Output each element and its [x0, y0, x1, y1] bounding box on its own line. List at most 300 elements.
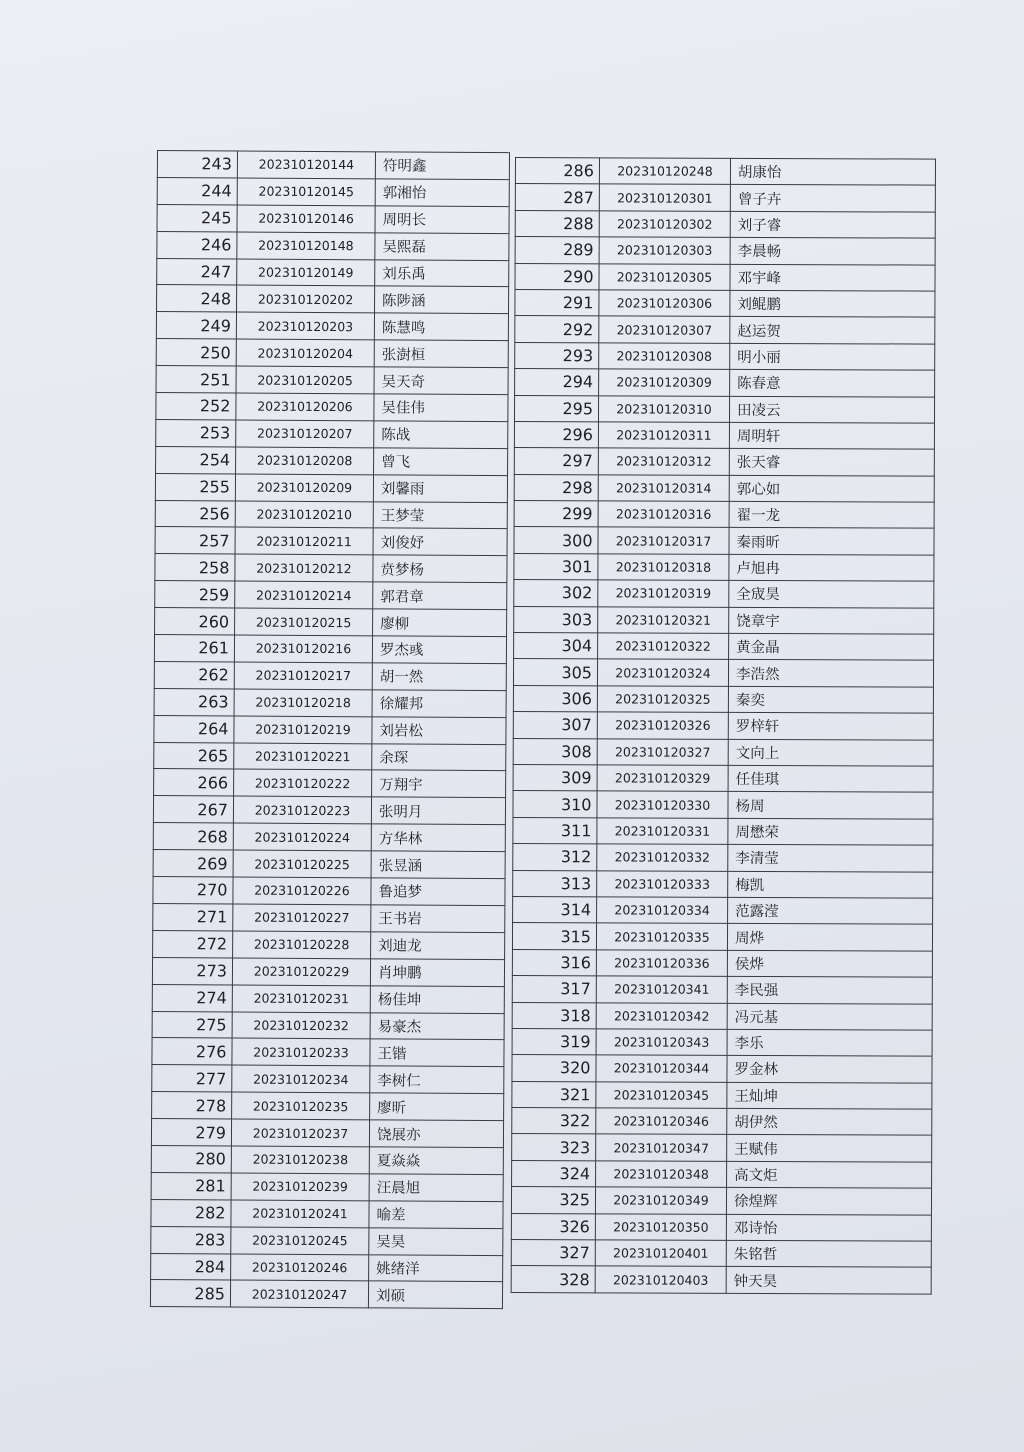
student-id: 202310120309 [599, 369, 730, 396]
row-number: 292 [515, 316, 599, 343]
table-row [513, 685, 933, 713]
table-row [515, 184, 935, 212]
student-name: 喻差 [369, 1201, 503, 1229]
table-row [515, 289, 935, 317]
roster-table-left [150, 150, 510, 1309]
table-row [154, 715, 506, 744]
table-row [155, 527, 507, 556]
row-number: 276 [152, 1038, 232, 1065]
student-name: 汪晨旭 [369, 1174, 503, 1202]
row-number: 245 [157, 204, 237, 231]
table-row [515, 263, 935, 291]
row-number: 278 [152, 1092, 232, 1119]
student-name: 杨佳坤 [370, 985, 504, 1013]
row-number: 275 [152, 1011, 232, 1038]
table-row [513, 817, 933, 845]
table-row [154, 742, 506, 771]
student-name: 王梦莹 [373, 501, 507, 529]
row-number: 313 [513, 870, 597, 897]
student-name: 邓宇峰 [730, 264, 935, 291]
table-row [154, 635, 506, 664]
row-number: 301 [514, 553, 598, 580]
table-row [156, 339, 508, 368]
student-id: 202310120223 [233, 796, 371, 824]
student-id: 202310120332 [597, 844, 728, 871]
table-row [513, 712, 933, 740]
student-name: 秦雨昕 [729, 528, 934, 555]
student-id: 202310120211 [235, 527, 373, 555]
student-id: 202310120401 [595, 1240, 726, 1267]
student-name: 李清莹 [728, 844, 933, 871]
table-row [514, 474, 934, 502]
table-row [514, 553, 934, 581]
student-id: 202310120327 [597, 738, 728, 765]
student-name: 曾子卉 [730, 185, 935, 212]
row-number: 281 [151, 1172, 231, 1199]
row-number: 307 [513, 712, 597, 739]
student-id: 202310120321 [598, 606, 729, 633]
student-name: 王书岩 [371, 905, 505, 933]
student-id: 202310120231 [232, 985, 370, 1013]
table-row [155, 500, 507, 529]
table-row [515, 342, 935, 370]
table-row [155, 581, 507, 610]
student-id: 202310120212 [235, 554, 373, 582]
row-number: 325 [511, 1187, 595, 1214]
row-number: 294 [515, 369, 599, 396]
student-name: 姚绪洋 [369, 1254, 503, 1282]
student-name: 翟一龙 [729, 501, 934, 528]
student-name: 郭湘怡 [375, 179, 509, 207]
student-id: 202310120325 [597, 686, 728, 713]
row-number: 320 [512, 1055, 596, 1082]
table-row [157, 151, 509, 180]
row-number: 310 [513, 791, 597, 818]
table-row [511, 1240, 931, 1268]
table-row [512, 1002, 932, 1030]
table-row [153, 903, 505, 932]
table-row [157, 204, 509, 233]
student-id: 202310120205 [236, 366, 374, 394]
row-number: 295 [514, 395, 598, 422]
student-name: 田凌云 [729, 396, 934, 423]
student-id: 202310120219 [234, 716, 372, 744]
row-number: 271 [153, 903, 233, 930]
student-name: 罗金林 [727, 1056, 932, 1083]
row-number: 327 [511, 1240, 595, 1267]
student-name: 郭心如 [729, 475, 934, 502]
row-number: 289 [515, 237, 599, 264]
student-id: 202310120302 [599, 211, 730, 238]
roster-body-left [150, 151, 509, 1309]
student-name: 李乐 [727, 1029, 932, 1056]
row-number: 279 [151, 1119, 231, 1146]
row-number: 305 [513, 659, 597, 686]
row-number: 272 [153, 930, 233, 957]
table-row [512, 1134, 932, 1162]
student-id: 202310120214 [235, 581, 373, 609]
row-number: 319 [512, 1028, 596, 1055]
student-id: 202310120350 [595, 1213, 726, 1240]
student-id: 202310120317 [598, 527, 729, 554]
student-id: 202310120217 [234, 662, 372, 690]
student-id: 202310120247 [230, 1280, 368, 1308]
row-number: 321 [512, 1081, 596, 1108]
student-name: 吴熙磊 [375, 233, 509, 261]
student-name: 饶展亦 [369, 1120, 503, 1148]
row-number: 286 [515, 158, 599, 185]
row-number: 258 [155, 554, 235, 581]
student-id: 202310120342 [596, 1002, 727, 1029]
table-row [152, 1092, 504, 1121]
student-id: 202310120334 [597, 897, 728, 924]
row-number: 251 [156, 366, 236, 393]
table-row [153, 823, 505, 852]
student-name: 刘馨雨 [373, 475, 507, 503]
student-id: 202310120341 [596, 976, 727, 1003]
student-name: 文向上 [728, 739, 933, 766]
student-name: 刘迪龙 [371, 932, 505, 960]
student-name: 周懋荣 [728, 818, 933, 845]
row-number: 261 [154, 635, 234, 662]
student-id: 202310120145 [237, 178, 375, 206]
table-row [513, 791, 933, 819]
row-number: 306 [513, 685, 597, 712]
student-id: 202310120310 [598, 395, 729, 422]
student-name: 廖柳 [373, 609, 507, 637]
table-row [150, 1280, 502, 1309]
student-id: 202310120330 [597, 791, 728, 818]
table-row [512, 1028, 932, 1056]
table-row [513, 738, 933, 766]
table-row [151, 1172, 503, 1201]
table-row [515, 210, 935, 238]
student-name: 明小丽 [730, 343, 935, 370]
student-id: 202310120344 [596, 1055, 727, 1082]
table-row [151, 1119, 503, 1148]
student-name: 张澍桓 [374, 340, 508, 368]
student-name: 王锴 [370, 1039, 504, 1067]
student-name: 范露滢 [728, 897, 933, 924]
table-row [152, 1011, 504, 1040]
table-row [512, 923, 932, 951]
row-number: 259 [155, 581, 235, 608]
table-row [511, 1266, 931, 1294]
student-id: 202310120326 [597, 712, 728, 739]
table-row [153, 930, 505, 959]
row-number: 253 [156, 419, 236, 446]
student-id: 202310120346 [596, 1108, 727, 1135]
student-name: 郭君章 [373, 582, 507, 610]
student-name: 陈春意 [730, 369, 935, 396]
row-number: 266 [154, 769, 234, 796]
student-id: 202310120232 [232, 1011, 370, 1039]
row-number: 274 [152, 984, 232, 1011]
row-number: 280 [151, 1145, 231, 1172]
row-number: 298 [514, 474, 598, 501]
row-number: 263 [154, 688, 234, 715]
student-name: 刘岩松 [372, 717, 506, 745]
table-row [514, 527, 934, 555]
table-row [157, 231, 509, 260]
student-name: 胡伊然 [727, 1108, 932, 1135]
student-id: 202310120237 [231, 1119, 369, 1147]
student-name: 任佳琪 [728, 765, 933, 792]
student-id: 202310120202 [237, 285, 375, 313]
student-id: 202310120403 [595, 1266, 726, 1293]
student-id: 202310120204 [236, 339, 374, 367]
student-id: 202310120239 [231, 1173, 369, 1201]
student-id: 202310120203 [236, 312, 374, 340]
table-row [156, 366, 508, 395]
row-number: 311 [513, 817, 597, 844]
student-name: 周明长 [375, 206, 509, 234]
student-name: 易豪杰 [370, 1012, 504, 1040]
table-row [514, 633, 934, 661]
table-row [156, 446, 508, 475]
row-number: 303 [514, 606, 598, 633]
row-number: 249 [156, 312, 236, 339]
row-number: 291 [515, 289, 599, 316]
row-number: 255 [155, 473, 235, 500]
student-name: 张明月 [371, 797, 505, 825]
row-number: 293 [515, 342, 599, 369]
table-row [513, 659, 933, 687]
student-id: 202310120208 [236, 447, 374, 475]
student-id: 202310120224 [233, 823, 371, 851]
student-id: 202310120226 [233, 877, 371, 905]
student-id: 202310120303 [599, 237, 730, 264]
row-number: 262 [154, 661, 234, 688]
table-row [156, 393, 508, 422]
student-name: 李树仁 [370, 1066, 504, 1094]
row-number: 270 [153, 877, 233, 904]
student-id: 202310120333 [597, 870, 728, 897]
table-row [153, 796, 505, 825]
row-number: 317 [512, 976, 596, 1003]
row-number: 309 [513, 764, 597, 791]
student-name: 李民强 [727, 976, 932, 1003]
row-number: 257 [155, 527, 235, 554]
student-name: 余琛 [372, 743, 506, 771]
student-name: 高文炬 [727, 1161, 932, 1188]
student-name: 胡一然 [372, 663, 506, 691]
table-row [514, 501, 934, 529]
table-row [513, 844, 933, 872]
student-id: 202310120329 [597, 765, 728, 792]
student-id: 202310120336 [596, 950, 727, 977]
student-id: 202310120149 [237, 259, 375, 287]
student-id: 202310120235 [232, 1092, 370, 1120]
table-row [512, 1055, 932, 1083]
student-name: 胡康怡 [730, 158, 935, 185]
row-number: 324 [512, 1160, 596, 1187]
student-name: 吴佳伟 [374, 394, 508, 422]
row-number: 265 [154, 742, 234, 769]
row-number: 268 [153, 823, 233, 850]
row-number: 290 [515, 263, 599, 290]
table-row [157, 258, 509, 287]
student-id: 202310120210 [235, 501, 373, 529]
row-number: 322 [512, 1108, 596, 1135]
row-number: 252 [156, 393, 236, 420]
student-name: 符明鑫 [375, 152, 509, 180]
table-row [512, 949, 932, 977]
student-id: 202310120221 [234, 743, 372, 771]
student-id: 202310120312 [598, 448, 729, 475]
row-number: 297 [514, 448, 598, 475]
row-number: 323 [512, 1134, 596, 1161]
table-row [515, 369, 935, 397]
student-name: 刘鲲鹏 [730, 290, 935, 317]
table-row [512, 1160, 932, 1188]
table-row [157, 285, 509, 314]
student-id: 202310120229 [232, 958, 370, 986]
student-id: 202310120324 [597, 659, 728, 686]
table-row [513, 764, 933, 792]
student-name: 张昱涵 [371, 851, 505, 879]
student-id: 202310120222 [234, 769, 372, 797]
table-row [512, 1081, 932, 1109]
row-number: 296 [514, 421, 598, 448]
student-id: 202310120331 [597, 818, 728, 845]
student-id: 202310120301 [599, 184, 730, 211]
table-row [155, 473, 507, 502]
student-name: 王赋伟 [727, 1135, 932, 1162]
student-name: 刘子睿 [730, 211, 935, 238]
table-row [153, 877, 505, 906]
roster-table-right [511, 157, 936, 1294]
table-row [151, 1226, 503, 1255]
row-number: 260 [155, 608, 235, 635]
row-number: 248 [157, 285, 237, 312]
table-row [152, 957, 504, 986]
student-name: 鲁追梦 [371, 878, 505, 906]
table-row [154, 688, 506, 717]
table-row [512, 976, 932, 1004]
student-id: 202310120306 [599, 290, 730, 317]
student-id: 202310120305 [599, 263, 730, 290]
student-id: 202310120228 [233, 931, 371, 959]
table-row [156, 312, 508, 341]
row-number: 264 [154, 715, 234, 742]
student-name: 李浩然 [728, 660, 933, 687]
student-id: 202310120349 [595, 1187, 726, 1214]
row-number: 300 [514, 527, 598, 554]
table-row [155, 608, 507, 637]
student-name: 邓诗怡 [726, 1214, 931, 1241]
row-number: 308 [513, 738, 597, 765]
row-number: 269 [153, 850, 233, 877]
student-id: 202310120343 [596, 1029, 727, 1056]
student-id: 202310120218 [234, 689, 372, 717]
table-row [514, 395, 934, 423]
table-row [157, 177, 509, 206]
row-number: 247 [157, 258, 237, 285]
table-row [154, 769, 506, 798]
student-name: 方华林 [371, 824, 505, 852]
table-row [153, 850, 505, 879]
row-number: 315 [512, 923, 596, 950]
student-name: 刘俊妤 [373, 528, 507, 556]
student-name: 黄金晶 [729, 633, 934, 660]
table-row [155, 554, 507, 583]
student-id: 202310120347 [596, 1134, 727, 1161]
row-number: 312 [513, 844, 597, 871]
table-row [515, 316, 935, 344]
table-row [511, 1213, 931, 1241]
student-id: 202310120345 [596, 1081, 727, 1108]
student-name: 冯元基 [727, 1003, 932, 1030]
student-name: 钟天昊 [726, 1267, 931, 1294]
row-number: 254 [156, 446, 236, 473]
student-name: 贲梦杨 [373, 555, 507, 583]
student-name: 卢旭冉 [729, 554, 934, 581]
student-name: 徐煌辉 [726, 1188, 931, 1215]
table-row [151, 1145, 503, 1174]
table-row [512, 1108, 932, 1136]
table-row [514, 580, 934, 608]
table-row [515, 237, 935, 265]
student-id: 202310120227 [233, 904, 371, 932]
student-id: 202310120233 [232, 1038, 370, 1066]
student-name: 梅凯 [728, 871, 933, 898]
table-row [154, 661, 506, 690]
student-id: 202310120245 [231, 1227, 369, 1255]
student-name: 朱铭哲 [726, 1240, 931, 1267]
student-name: 王灿坤 [727, 1082, 932, 1109]
student-id: 202310120144 [237, 151, 375, 179]
row-number: 316 [512, 949, 596, 976]
row-number: 285 [150, 1280, 230, 1307]
row-number: 299 [514, 501, 598, 528]
row-number: 282 [151, 1199, 231, 1226]
student-name: 赵运贺 [730, 317, 935, 344]
student-name: 罗杰彧 [372, 636, 506, 664]
student-id: 202310120238 [231, 1146, 369, 1174]
row-number: 256 [155, 500, 235, 527]
student-name: 杨周 [728, 792, 933, 819]
row-number: 288 [515, 210, 599, 237]
student-name: 徐耀邦 [372, 690, 506, 718]
table-row [514, 448, 934, 476]
student-name: 曾飞 [374, 448, 508, 476]
student-name: 侯烨 [727, 950, 932, 977]
student-name: 李晨畅 [730, 237, 935, 264]
row-number: 314 [513, 896, 597, 923]
row-number: 273 [152, 957, 232, 984]
row-number: 244 [157, 177, 237, 204]
student-name: 秦奕 [728, 686, 933, 713]
row-number: 287 [515, 184, 599, 211]
student-name: 吴昊 [369, 1227, 503, 1255]
student-name: 刘硕 [368, 1281, 502, 1309]
row-number: 267 [153, 796, 233, 823]
student-id: 202310120311 [598, 422, 729, 449]
student-id: 202310120206 [236, 393, 374, 421]
row-number: 326 [511, 1213, 595, 1240]
table-row [151, 1199, 503, 1228]
student-name: 吴天奇 [374, 367, 508, 395]
student-id: 202310120246 [231, 1253, 369, 1281]
student-id: 202310120319 [598, 580, 729, 607]
row-number: 304 [514, 633, 598, 660]
student-id: 202310120146 [237, 205, 375, 233]
student-name: 刘乐禹 [375, 259, 509, 287]
student-id: 202310120241 [231, 1200, 369, 1228]
student-name: 万翔宇 [372, 770, 506, 798]
row-number: 318 [512, 1002, 596, 1029]
